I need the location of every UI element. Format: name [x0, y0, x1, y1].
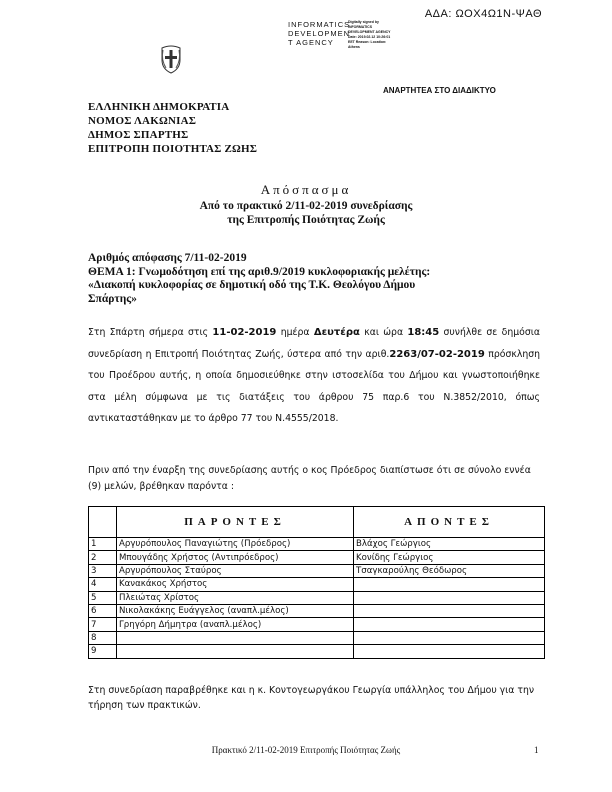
table-row [89, 645, 545, 658]
subject-line: Σπάρτης» [88, 292, 137, 305]
present-member: Νικολακάκης Ευάγγελος (αναπλ.μέλος) [117, 604, 354, 617]
quorum-paragraph: Πριν από την έναρξη της συνεδρίασης αυτής ο κος Πρόεδρος διαπίστωσε ότι σε σύνολο εννέα (9) μελών, βρέθηκαν παρόντα : [88, 465, 531, 492]
org-line: ΕΠΙΤΡΟΠΗ ΠΟΙΟΤΗΤΑΣ ΖΩΗΣ [88, 143, 258, 155]
table-row [89, 551, 545, 564]
document-title: Απόσπασμα [260, 182, 352, 197]
absent-member: Κονίδης Γεώργιος [354, 551, 545, 564]
row-number: 4 [89, 578, 117, 591]
absent-member [354, 618, 545, 631]
header-cell [89, 507, 117, 538]
present-member: Αργυρόπουλος Παναγιώτης (Πρόεδρος) [117, 538, 354, 551]
row-number: 6 [89, 604, 117, 617]
org-line: ΔΗΜΟΣ ΣΠΑΡΤΗΣ [88, 129, 189, 141]
row-number: 3 [89, 564, 117, 577]
minute-reference [0, 199, 612, 227]
session-paragraph: Στη Σπάρτη σήμερα στις 11-02-2019 ημέρα Δευτέρα και ώρα 18:45 συνήλθε σε δημόσια συνεδρίαση η Επιτροπή Ποιότητας Ζωής, ύστερα από την αριθ.2263/07-02-2019 πρόσκληση του Προέδρου αυτής, η οποία δημοσιεύθηκε στην ιστοσελίδα του Δήμου και γνωστοποιήθηκε στα μέλη σύμφωνα με τις διατάξεις του άρθρου 75 παρ.6 του Ν.3852/2010, όπως αντικαταστάθηκαν με το άρθρο 77 του Ν.4555/2018. [88, 327, 540, 425]
present-member: Αργυρόπουλος Σταύρος [117, 564, 354, 577]
row-number: 1 [89, 538, 117, 551]
row-number: 7 [89, 618, 117, 631]
present-member: Γρηγόρη Δήμητρα (αναπλ.μέλος) [117, 618, 354, 631]
page-number: 1 [534, 745, 539, 755]
subject-line: ΘΕΜΑ 1: Γνωμοδότηση επί της αριθ.9/2019 κυκλοφοριακής μελέτης: [88, 265, 431, 278]
minute-line: Από το πρακτικό 2/11-02-2019 συνεδρίασης [199, 200, 413, 212]
absent-member [354, 631, 545, 644]
session-day: Δευτέρα [313, 327, 360, 338]
present-member: Πλειώτας Χρίστος [117, 591, 354, 604]
table-row [89, 538, 545, 551]
absent-member: Τσαγκαρούλης Θεόδωρος [354, 564, 545, 577]
present-member [117, 645, 354, 658]
org-line: ΝΟΜΟΣ ΛΑΚΩΝΙΑΣ [88, 115, 197, 127]
issuer-line: DEVELOPMEN [288, 29, 351, 38]
issuer-line: INFORMATICS [288, 20, 351, 29]
table-row [89, 618, 545, 631]
table-row [89, 631, 545, 644]
posted-notice: ΑΝΑΡΤΗΤΕΑ ΣΤΟ ΔΙΑΔΙΚΤΥΟ [383, 86, 496, 95]
clerk-paragraph: Στη συνεδρίαση παραβρέθηκε και η κ. Κοντογεωργάκου Γεωργία υπάλληλος του Δήμου για την τήρηση των πρακτικών. [88, 685, 535, 711]
minute-line: της Επιτροπής Ποιότητας Ζωής [227, 214, 385, 226]
page-footer: Πρακτικό 2/11-02-2019 Επιτροπής Ποιότητας Ζωής [211, 745, 401, 755]
table-row [89, 604, 545, 617]
coat-of-arms-icon [160, 44, 182, 74]
present-member: Κανακάκος Χρήστος [117, 578, 354, 591]
absent-member [354, 591, 545, 604]
absent-member: Βλάχος Γεώργιος [354, 538, 545, 551]
present-member [117, 631, 354, 644]
table-row [89, 564, 545, 577]
row-number: 9 [89, 645, 117, 658]
issuer-line: T AGENCY [288, 38, 334, 47]
org-line: ΕΛΛΗΝΙΚΗ ΔΗΜΟΚΡΑΤΙΑ [88, 101, 230, 113]
signature-issuer [288, 20, 350, 47]
table-header-row [89, 507, 545, 538]
row-number: 5 [89, 591, 117, 604]
session-time: 18:45 [407, 327, 440, 338]
decision-number: Αριθμός απόφασης 7/11-02-2019 [88, 252, 247, 264]
row-number: 2 [89, 551, 117, 564]
ada-code: ΑΔΑ: ΩΟΧ4Ω1Ν-ΨΑΘ [424, 8, 542, 20]
attendance-table [88, 506, 545, 659]
session-date: 11-02-2019 [212, 327, 277, 338]
decision-block [88, 252, 540, 306]
subject-line: «Διακοπή κυκλοφορίας σε δημοτική οδό της Τ.Κ. Θεολόγου Δήμου [88, 279, 416, 291]
digital-signature-stamp: Digitally signed by INFORMATICS DEVELOPMENT AGENCY Date: 2019.02.12 10:26:01 EET Reason: Location: Athens [348, 20, 391, 49]
table-row [89, 591, 545, 604]
absent-member [354, 604, 545, 617]
row-number: 8 [89, 631, 117, 644]
absent-member [354, 645, 545, 658]
header-present: ΠΑΡΟΝΤΕΣ [117, 507, 354, 538]
organization-header [88, 100, 257, 156]
absent-member [354, 578, 545, 591]
table-row [89, 578, 545, 591]
header-absent: ΑΠΟΝΤΕΣ [354, 507, 545, 538]
present-member: Μπουγάδης Χρήστος (Αντιπρόεδρος) [117, 551, 354, 564]
invitation-number: 2263/07-02-2019 [389, 348, 485, 360]
